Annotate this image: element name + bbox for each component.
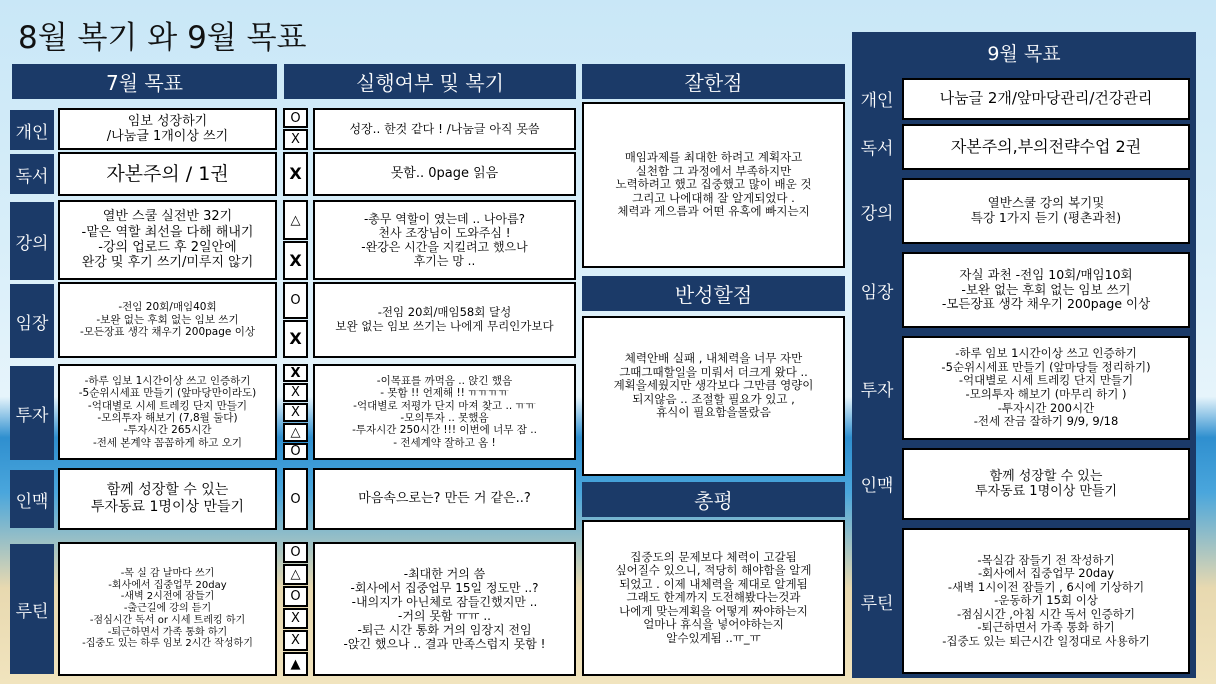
- reflection-panel: [582, 316, 845, 476]
- header-good-points: 잘한점: [582, 64, 845, 99]
- row-label-fieldwork: 임장: [10, 284, 54, 358]
- review-reading-text: 못함.. 0page 읽음: [390, 166, 499, 182]
- review-network-text: 마음속으로는? 만든 거 같은..?: [358, 491, 531, 507]
- goal-personal-text: 임보 성장하기 /나눔글 1개이상 쓰기: [106, 113, 229, 144]
- mark-reading-1: X: [283, 152, 308, 196]
- review-fieldwork: [313, 282, 576, 358]
- review-routine-text: -최대한 거의 씀 -회사에서 집중업무 15일 정도만 ..? -내의지가 아닌체로 잠들긴했지만 .. -거의 못함 ㅠㅠ .. -퇴근 시간 통화 거의 임장지 전임 -앉긴 했으나 .. 결과 만족스럽지 못함 !: [343, 566, 546, 652]
- goal-investment: [58, 364, 277, 460]
- row-label-network: 인맥: [10, 470, 54, 528]
- review-investment: [313, 364, 576, 460]
- header-july-goal: 7월 목표: [12, 64, 277, 99]
- sep-goal-network-text: 함께 성장할 수 있는 투자동료 1명이상 만들기: [974, 468, 1118, 499]
- row-label-investment: 투자: [10, 366, 54, 460]
- sep-label-fieldwork: 임장: [856, 252, 898, 328]
- review-network: [313, 468, 576, 530]
- reflection-text: 체력안배 실패 , 내체력을 너무 자만 그때그때할일을 미뤄서 더크게 왔다 .. 계획을세웠지만 생각보다 그만큼 영량이 되지않음 .. 조절할 필요가 있고 , 휴식이 필요함을몰랐음: [613, 351, 814, 420]
- mark-routine-3: O: [283, 586, 308, 607]
- row-label-personal: 개인: [10, 110, 54, 150]
- mark-routine-5: X: [283, 630, 308, 651]
- sep-label-personal: 개인: [856, 78, 898, 118]
- sep-label-reading: 독서: [856, 124, 898, 168]
- goal-lecture-text: 열반 스쿨 실전반 32기 -맡은 역할 최선을 다해 해내기 -강의 업로드 후 2일안에 완강 및 후기 쓰기/미루지 않기: [81, 209, 254, 271]
- sep-goal-investment: [902, 336, 1190, 440]
- sep-goal-lecture-text: 열반스쿨 강의 복기및 특강 1가지 듣기 (평촌과천): [970, 195, 1122, 225]
- sep-goal-network: [902, 448, 1190, 520]
- mark-personal-1: O: [283, 108, 308, 128]
- sep-label-investment: 투자: [856, 336, 898, 440]
- sep-goal-routine: [902, 528, 1190, 674]
- goal-fieldwork: [58, 282, 277, 358]
- good-points-text: 매임과제를 최대한 하려고 계획자고 실천함 그 과정에서 부족하지만 노력하려고 했고 집중했고 많이 배운 것 그리고 나에대해 잘 알게되었다 . 체력과 게으름과 어떤 유혹에 빠지는지: [615, 150, 812, 219]
- review-reading: [313, 152, 576, 196]
- sep-goal-routine-text: -목실감 잠들기 전 작성하기 -회사에서 집중업무 20day -새벽 1시이전 잠들기 , 6시에 기상하기 -운동하기 15회 이상 -점심시간 ,아침 시간 독서 인증하기 -퇴근하면서 가족 통화 하기 -집중도 있는 퇴근시간 일정대로 사용하기: [942, 552, 1150, 648]
- mark-routine-4: X: [283, 608, 308, 629]
- sep-goal-investment-text: -하루 임보 1시간이상 쓰고 인증하기 -5순위시세표 만들기 (앞마당들 정리하기) -억대별로 시세 트레킹 단지 만들기 -모의투자 해보기 (마무리 하기 ) -투자시간 200시간 -전세 잔금 잘하기 9/9, 9/18: [941, 346, 1151, 429]
- good-points-panel: [582, 102, 845, 268]
- sep-goal-fieldwork: [902, 252, 1190, 328]
- mark-routine-1: O: [283, 542, 308, 563]
- mark-investment-4: △: [283, 423, 308, 442]
- goal-reading: [58, 152, 277, 196]
- header-execution-review: 실행여부 및 복기: [284, 64, 576, 99]
- sep-label-network: 인맥: [856, 448, 898, 518]
- goal-routine: [58, 542, 277, 676]
- overall-review-text: 집중도의 문제보다 체력이 고갈됨 싶어질수 있으니, 적당히 해야함을 알게 되었고 . 이제 내체력을 제대로 알게됨 그래도 한계까지 도전해봤다는것과 나에게 맞는계획을 어떻게 짜야하는지 얼마나 휴식을 넣어야하는지 알수있게됨 ..ㅠ_ㅠ: [615, 549, 812, 645]
- goal-network-text: 함께 성장할 수 있는 투자동료 1명이상 만들기: [90, 482, 245, 515]
- sep-goal-fieldwork-text: 자실 과천 -전임 10회/매임10회 -보완 없는 후회 없는 임보 쓰기 -모든장표 생각 채우기 200page 이상: [941, 266, 1151, 312]
- sep-label-lecture: 강의: [856, 178, 898, 244]
- row-label-lecture: 강의: [10, 202, 54, 280]
- mark-fieldwork-2: X: [283, 320, 308, 358]
- goal-fieldwork-text: -전임 20회/매임40회 -보완 없는 후회 없는 임보 쓰기 -모든장표 생각 채우기 200page 이상: [80, 301, 255, 339]
- mark-lecture-1: △: [283, 200, 308, 240]
- review-personal: [313, 108, 576, 150]
- mark-fieldwork-1: O: [283, 282, 308, 319]
- sep-goal-lecture: [902, 178, 1190, 244]
- sep-goal-personal-text: 나눔글 2개/앞마당관리/건강관리: [939, 89, 1153, 108]
- goal-investment-text: -하루 임보 1시간이상 쓰고 인증하기 -5순위시세표 만들기 (앞마당만이라도) -억대별로 시세 트레킹 단지 만들기 -모의투자 해보기 (7,8월 둘다) -투자시간 265시간 -전세 본계약 꼼꼼하게 하고 오기: [78, 374, 257, 449]
- mark-investment-5: O: [283, 443, 308, 460]
- mark-personal-2: X: [283, 129, 308, 150]
- sep-goal-reading: [902, 124, 1190, 170]
- mark-network-1: O: [283, 468, 308, 530]
- review-personal-text: 성장.. 한것 같다 ! /나눔글 아직 못씀: [349, 121, 540, 136]
- mark-lecture-2: X: [283, 241, 308, 280]
- header-reflection-points: 반성할점: [582, 276, 845, 311]
- sep-label-routine: 루틴: [856, 528, 898, 674]
- mark-investment-2: X: [283, 383, 308, 402]
- review-lecture-text: -총무 역할이 였는데 .. 나아름? 천사 조장님이 도와주심 ! -완강은 시간을 지킬려고 했으나 후기는 망 ..: [361, 211, 528, 269]
- goal-network: [58, 468, 277, 530]
- mark-routine-6: ▲: [283, 652, 308, 676]
- goal-personal: [58, 108, 277, 150]
- review-routine: [313, 542, 576, 676]
- goal-routine-text: -목 실 감 날마다 쓰기 -회사에서 집중업무 20day -새벽 2시전에 잠들기 -출근길에 강의 듣기 -점심시간 독서 or 시세 트레킹 하기 -퇴근하면서 가족 통화 하기 -집중도 있는 하루 임보 2시간 작성하기: [82, 567, 253, 650]
- sep-goal-personal: [902, 78, 1190, 120]
- page-title: 8월 복기 와 9월 목표: [18, 20, 307, 56]
- row-label-routine: 루틴: [10, 544, 54, 674]
- review-investment-text: -이목표를 까먹음 .. 앉긴 했음 - 못함 !! 언제해 !! ㅠㅠㅠㅠ -억대별로 저평가 단지 마져 찾고 .. ㅠㅠ -모의투자 .. 못했음 -투자시간 250시간 !!! 이번에 너무 잠 .. - 전세계약 잘하고 옴 !: [352, 374, 537, 449]
- header-overall-review: 총평: [582, 482, 845, 517]
- overall-review-panel: [582, 520, 845, 676]
- header-september-goal: 9월 목표: [852, 32, 1196, 72]
- review-fieldwork-text: -전임 20회/매임58회 달성 보완 없는 임보 쓰기는 나에게 무리인가보다: [335, 305, 554, 333]
- sep-goal-reading-text: 자본주의,부의전략수업 2권: [950, 136, 1142, 156]
- mark-investment-1: X: [283, 364, 308, 382]
- row-label-reading: 독서: [10, 154, 54, 194]
- goal-reading-text: 자본주의 / 1권: [106, 162, 229, 185]
- mark-routine-2: △: [283, 564, 308, 585]
- review-lecture: [313, 200, 576, 280]
- goal-lecture: [58, 200, 277, 280]
- mark-investment-3: X: [283, 403, 308, 422]
